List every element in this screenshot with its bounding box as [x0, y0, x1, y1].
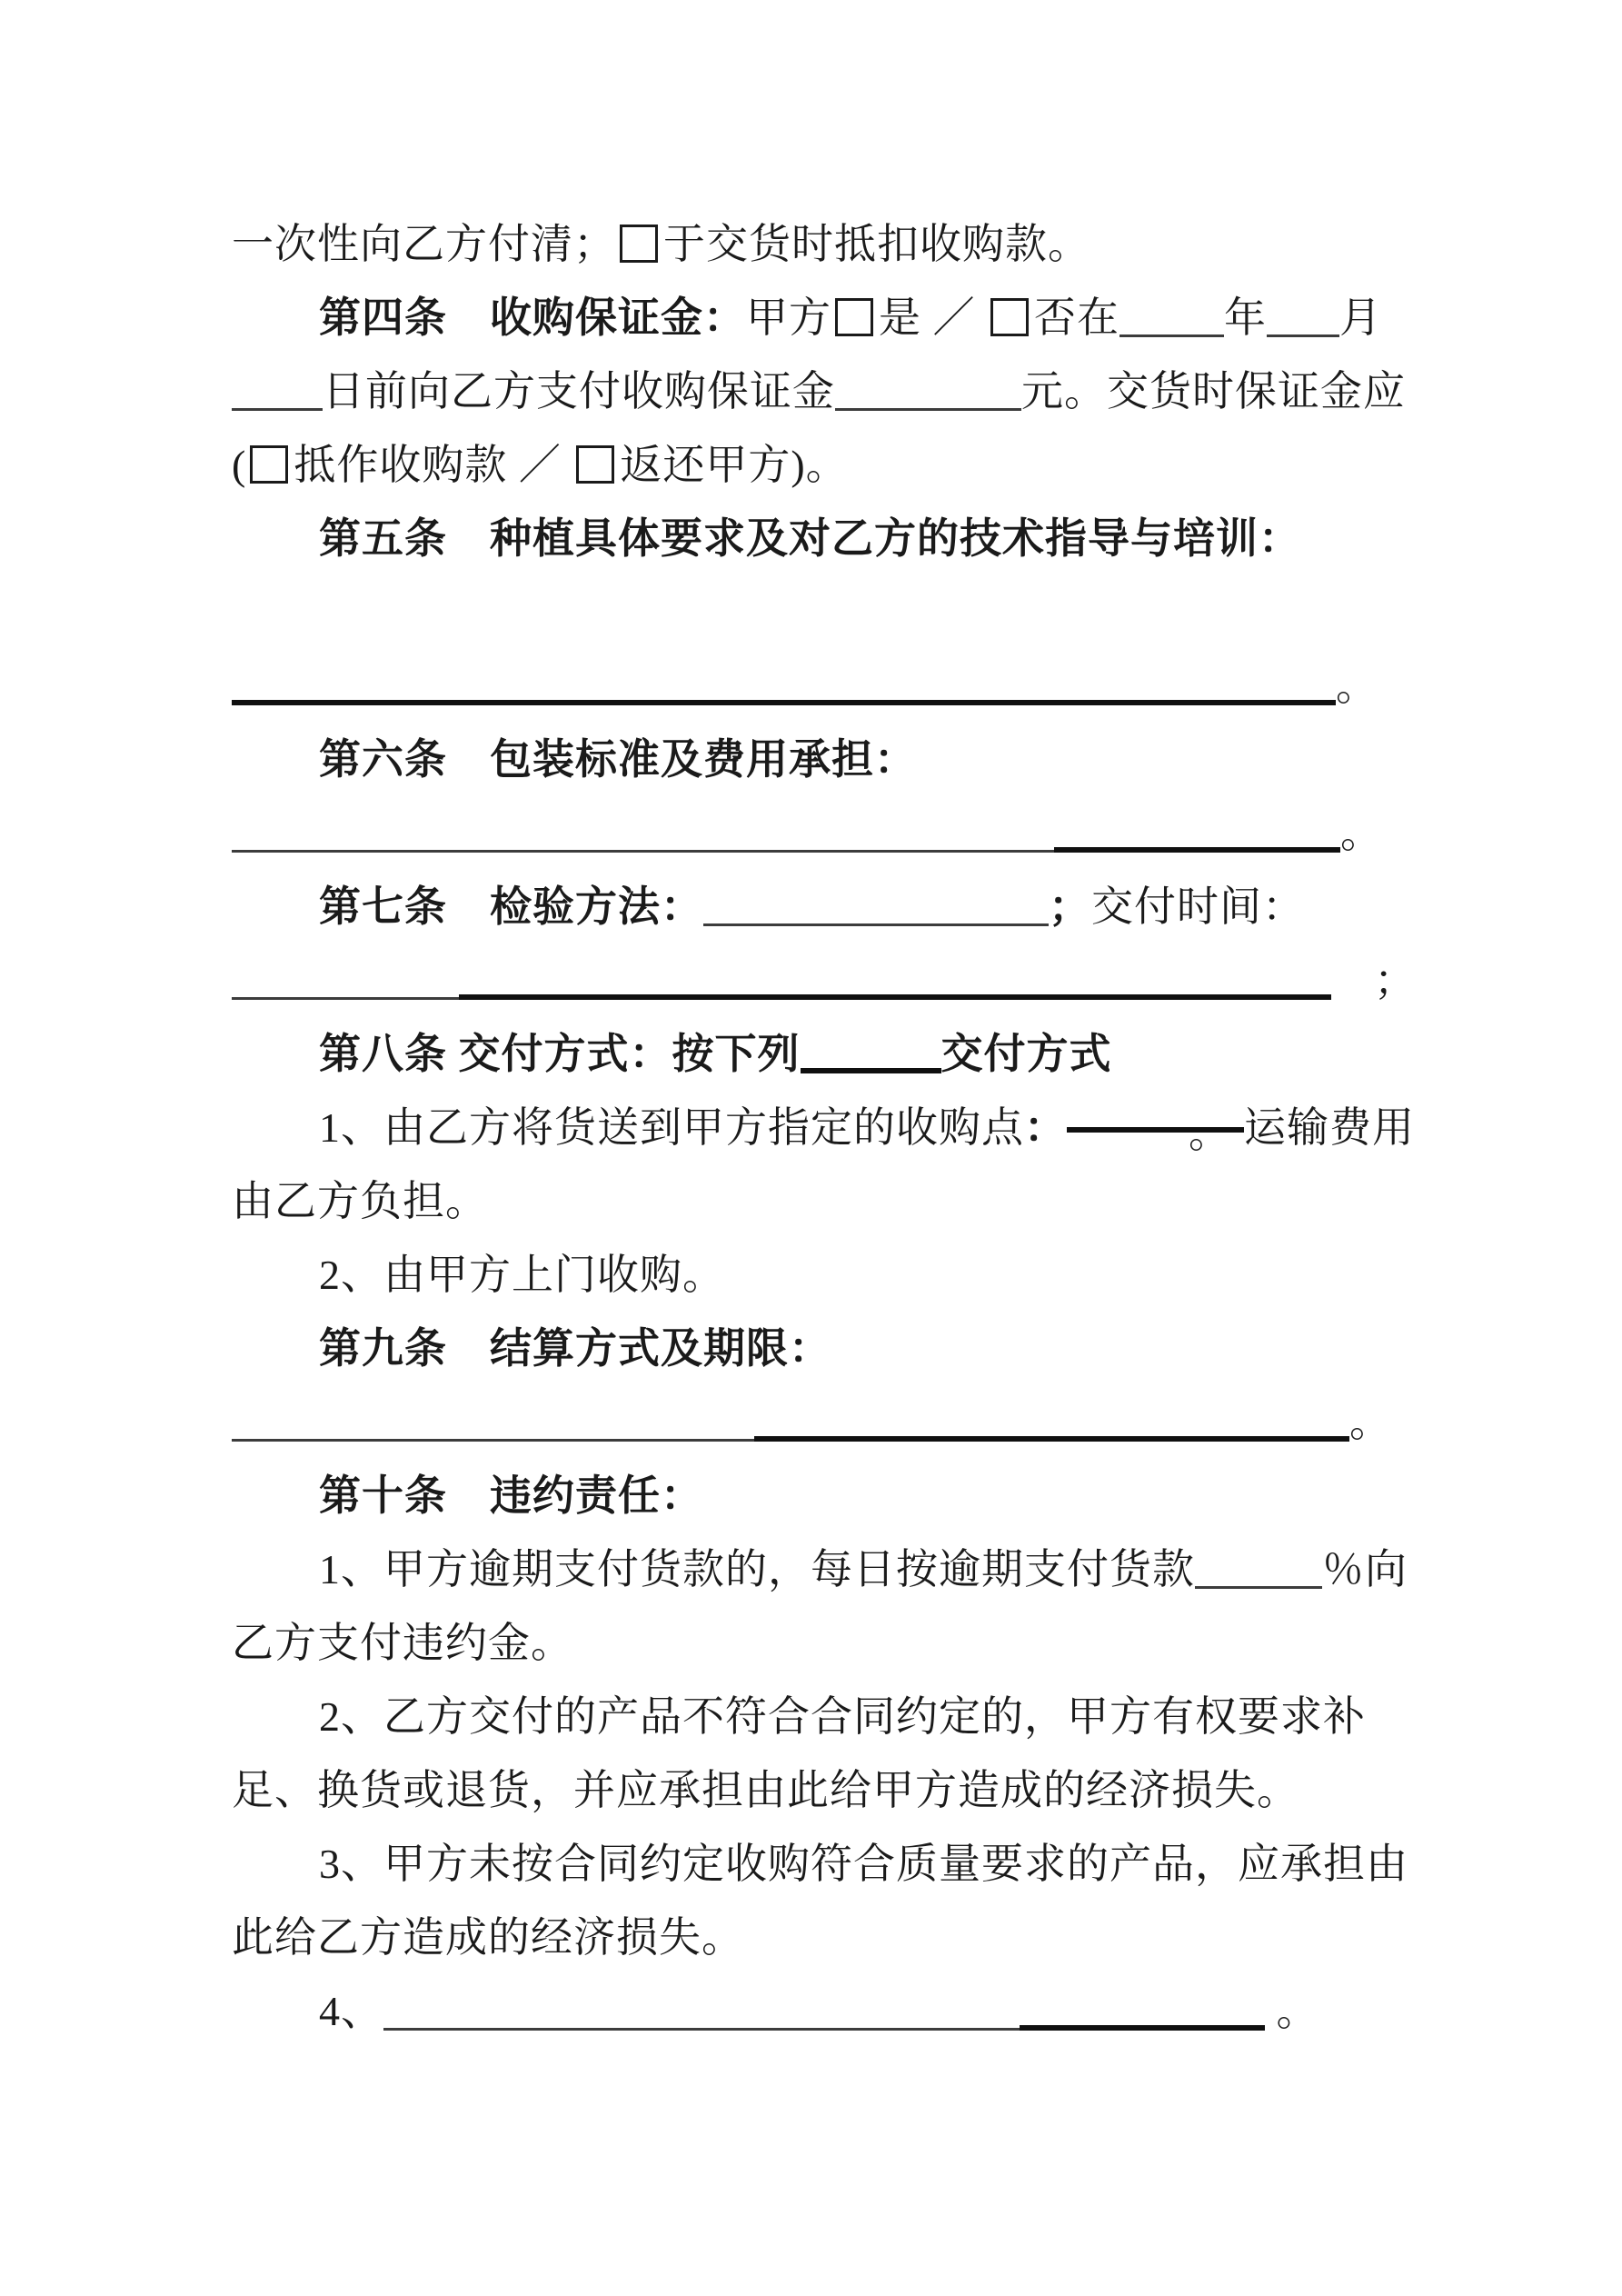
text-run: 第七条 检验方法：: [319, 883, 703, 930]
text-run: 1、甲方逾期支付货款的，每日按逾期支付货款: [319, 1546, 1195, 1592]
text-run: 交付方式: [940, 1031, 1112, 1077]
checkbox-return-to-party-a[interactable]: [576, 445, 614, 484]
text-run: 3、甲方未按合同约定收购符合质量要求的产品，应承担由: [319, 1841, 1408, 1887]
checkbox-deduct-on-delivery[interactable]: [620, 225, 658, 263]
text-run: 年: [1224, 294, 1267, 341]
text-run: 第四条 收购保证金：: [319, 294, 746, 341]
blank-month[interactable]: [1267, 301, 1339, 337]
clause-10-item-2-continued: [232, 1753, 1395, 1827]
blank-inspection-method[interactable]: [703, 890, 1049, 926]
clause-10-item-2: [232, 1680, 1395, 1753]
text-run: 由乙方负担。: [232, 1178, 488, 1224]
blank-penalty-rate[interactable]: [1195, 1552, 1322, 1589]
text-run: 第八条 交付方式：按下列: [319, 1031, 801, 1077]
clause-6-fill-line: [232, 796, 1395, 870]
blank-clause-6-a[interactable]: [232, 816, 1054, 853]
text-run: 第六条 包装标准及费用承担：: [319, 736, 917, 783]
clause-10-item-1-continued: [232, 1606, 1395, 1680]
clause-8-item-2: [232, 1238, 1395, 1312]
text-run: 乙方支付违约金。: [232, 1620, 573, 1666]
text-run: 运输费用: [1244, 1104, 1415, 1151]
text-run: 抵作收购款 ／: [294, 442, 573, 488]
clause-10-item-4: [232, 1974, 1395, 2048]
text-run: 。: [1349, 1399, 1392, 1445]
text-run: 。: [1340, 810, 1383, 856]
clause-4-continued: [232, 354, 1406, 428]
text-run: 日前向乙方支付收购保证金: [323, 368, 835, 414]
blank-purchase-point[interactable]: 。: [1067, 1096, 1244, 1133]
clause-10-item-3-continued: [232, 1901, 1395, 1974]
clause-9-heading: [232, 1312, 1395, 1385]
blank-delivery-method-no[interactable]: [801, 1037, 941, 1073]
clause-10-item-1: [232, 1532, 1408, 1606]
blank-delivery-time-b[interactable]: [459, 963, 1331, 1000]
text-run: 4、: [319, 1988, 383, 2034]
text-run: ；: [1049, 883, 1091, 930]
text-run: 甲方: [746, 294, 831, 341]
text-run: (: [232, 442, 247, 488]
text-run: ：: [1024, 1104, 1067, 1151]
text-run: 足、换货或退货，并应承担由此给甲方造成的经济损失。: [232, 1767, 1299, 1813]
text-run: 元。交货时保证金应: [1021, 368, 1406, 414]
clause-8-heading-line: [232, 1017, 1395, 1091]
blank-deposit-amount[interactable]: [835, 374, 1021, 411]
clause-8-item-1-continued: [232, 1164, 1395, 1238]
clause-9-fill-line: [232, 1385, 1395, 1459]
clause-4-continued-2: [232, 428, 1395, 502]
blank-year[interactable]: [1119, 301, 1224, 337]
text-run: ％向: [1322, 1546, 1408, 1592]
text-run: 返还甲方)。: [620, 442, 849, 488]
text-run: 否在: [1034, 294, 1119, 341]
clause-7-fill-line: [232, 943, 1417, 1017]
text-run: 第九条 结算方式及期限：: [319, 1325, 831, 1372]
checkbox-no[interactable]: [990, 298, 1029, 336]
text-run: 1、由乙方将货送到甲方指定的收购点: [319, 1104, 1024, 1151]
spacer-line: [232, 575, 1395, 649]
clause-5-fill-line: [232, 649, 1395, 723]
clause-5-heading: [232, 502, 1395, 575]
text-run: 2、由甲方上门收购。: [319, 1252, 725, 1298]
blank-delivery-time-a[interactable]: [232, 963, 459, 1000]
blank-clause-9-a[interactable]: [232, 1405, 754, 1442]
clause-10-heading: [232, 1459, 1395, 1532]
text-run: 此给乙方造成的经济损失。: [232, 1914, 744, 1961]
text-run: 于交货时抵扣收购款。: [663, 221, 1090, 267]
text-run: 一次性向乙方付清；: [232, 221, 616, 267]
para-payment-tail: [232, 207, 1395, 281]
checkbox-yes[interactable]: [835, 298, 873, 336]
text-run: 2、乙方交付的产品不符合合同约定的，甲方有权要求补: [319, 1693, 1366, 1740]
text-run: ；: [1331, 957, 1417, 1003]
text-run: 是 ／: [879, 294, 987, 341]
clause-6-heading: [232, 723, 1395, 796]
clause-8-item-1: [232, 1091, 1415, 1164]
checkbox-offset-purchase-price[interactable]: [250, 445, 288, 484]
text-run: 。: [1336, 663, 1378, 709]
text-run: 交付时间：: [1091, 883, 1305, 930]
blank-clause-10-item-4-a[interactable]: [383, 1994, 1020, 2031]
blank-clause-6-b[interactable]: [1054, 816, 1340, 853]
blank-clause-9-b[interactable]: [754, 1405, 1349, 1442]
text-run: 第十条 违约责任：: [319, 1472, 703, 1519]
blank-day[interactable]: [232, 374, 323, 411]
text-run: 第五条 种植具体要求及对乙方的技术指导与培训：: [319, 515, 1301, 562]
text-run: 月: [1339, 294, 1382, 341]
clause-7-heading-line: [232, 870, 1395, 943]
text-run: 。: [1265, 1988, 1319, 2034]
blank-clause-10-item-4-b[interactable]: [1020, 1994, 1265, 2031]
clause-4-heading-line: [232, 281, 1395, 354]
blank-clause-5[interactable]: [232, 669, 1336, 705]
clause-10-item-3: [232, 1827, 1408, 1901]
